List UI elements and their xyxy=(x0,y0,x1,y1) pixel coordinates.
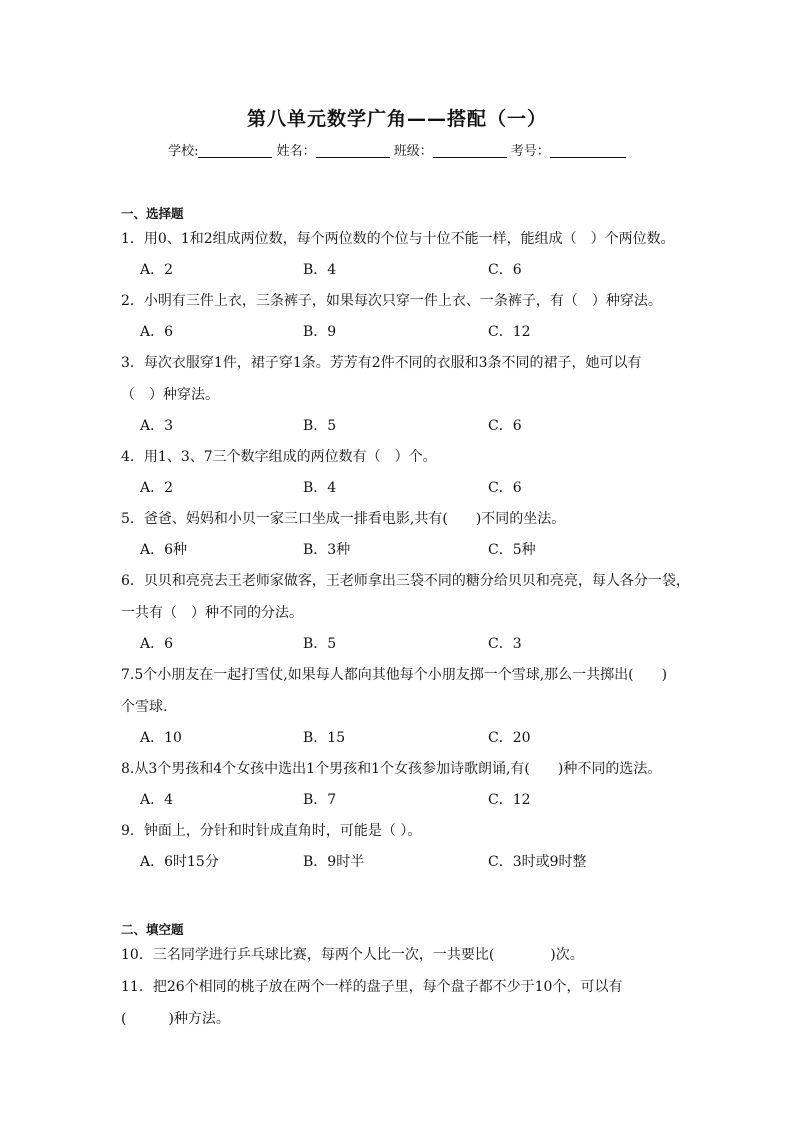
option-a[interactable]: A．2 xyxy=(140,480,174,496)
option-c[interactable]: C．12 xyxy=(488,792,531,808)
option-c[interactable]: C．6 xyxy=(488,480,522,496)
question-9: 9．钟面上，分针和时针成直角时，可能是（ ）。 xyxy=(121,823,422,839)
option-b[interactable]: B．4 xyxy=(303,480,337,496)
option-a[interactable]: A．10 xyxy=(140,730,182,746)
question-4: 4．用1、3、7三个数字组成的两位数有（ ）个。 xyxy=(121,449,437,465)
option-b[interactable]: B．3种 xyxy=(303,542,351,558)
question-3: 3．每次衣服穿1件，裙子穿1条。芳芳有2件不同的衣服和3条不同的裙子，她可以有 xyxy=(121,355,642,371)
question-5: 5．爸爸、妈妈和小贝一家三口坐成一排看电影,共有( )不同的坐法。 xyxy=(121,511,566,527)
question-11-line-2: ( )种方法。 xyxy=(121,1011,230,1027)
exam-number-label: 考号： xyxy=(510,144,550,159)
question-10: 10．三名同学进行乒乓球比赛，每两个人比一次，一共要比( )次。 xyxy=(121,947,584,963)
question-9-options xyxy=(140,851,660,871)
option-a[interactable]: A．4 xyxy=(140,792,174,808)
question-1: 1．用0、1和2组成两位数，每个两位数的个位与十位不能一样，能组成（ ）个两位数。 xyxy=(121,231,675,247)
exam-number-blank[interactable] xyxy=(550,143,626,158)
question-7: 7.5个小朋友在一起打雪仗,如果每人都向其他每个小朋友掷一个雪球,那么一共掷出( ) xyxy=(121,667,668,683)
question-6-line-2: 一共有（ ）种不同的分法。 xyxy=(121,605,303,621)
question-8-options xyxy=(140,789,660,809)
option-a[interactable]: A．3 xyxy=(140,418,174,434)
document-title: 第八单元数学广角——搭配（一） xyxy=(246,108,547,130)
question-7-options xyxy=(140,727,660,747)
option-b[interactable]: B．5 xyxy=(303,418,337,434)
question-6-options xyxy=(140,633,660,653)
option-b[interactable]: B．7 xyxy=(303,792,337,808)
question-8: 8.从3个男孩和4个女孩中选出1个男孩和1个女孩参加诗歌朗诵,有( )种不同的选法。 xyxy=(121,761,662,777)
class-blank[interactable] xyxy=(433,143,507,158)
section-heading-choice: 一、选择题 xyxy=(121,206,184,221)
option-a[interactable]: A．2 xyxy=(140,262,174,278)
option-a[interactable]: A．6 xyxy=(140,636,174,652)
option-c[interactable]: C．6 xyxy=(488,262,522,278)
question-4-options xyxy=(140,477,660,497)
option-c[interactable]: C．5种 xyxy=(488,542,536,558)
name-label: 姓名： xyxy=(276,144,316,159)
student-info-line xyxy=(0,140,794,159)
question-3-line-2: （ ）种穿法。 xyxy=(121,387,219,403)
option-a[interactable]: A．6种 xyxy=(140,542,188,558)
section-heading-fill-blank: 二、填空题 xyxy=(121,922,184,937)
name-blank[interactable] xyxy=(316,143,390,158)
school-label: 学校: xyxy=(168,144,199,159)
question-1-options xyxy=(140,259,660,279)
option-b[interactable]: B．9时半 xyxy=(303,854,365,870)
question-11: 11．把26个相同的桃子放在两个一样的盘子里，每个盘子都不少于10个，可以有 xyxy=(121,979,623,995)
option-c[interactable]: C．3 xyxy=(488,636,522,652)
option-b[interactable]: B．9 xyxy=(303,324,337,340)
class-label: 班级： xyxy=(393,144,433,159)
question-6: 6．贝贝和亮亮去王老师家做客，王老师拿出三袋不同的糖分给贝贝和亮亮，每人各分一袋， xyxy=(121,573,690,589)
option-c[interactable]: C．3时或9时整 xyxy=(488,854,587,870)
question-7-line-2: 个雪球. xyxy=(121,699,168,715)
question-2-options xyxy=(140,321,660,341)
option-c[interactable]: C．20 xyxy=(488,730,531,746)
question-3-options xyxy=(140,415,660,435)
school-blank[interactable] xyxy=(198,143,272,158)
option-c[interactable]: C．12 xyxy=(488,324,531,340)
option-b[interactable]: B．5 xyxy=(303,636,337,652)
option-a[interactable]: A．6 xyxy=(140,324,174,340)
option-c[interactable]: C．6 xyxy=(488,418,522,434)
option-b[interactable]: B．15 xyxy=(303,730,346,746)
option-a[interactable]: A．6时15分 xyxy=(140,854,219,870)
question-5-options xyxy=(140,539,660,559)
option-b[interactable]: B．4 xyxy=(303,262,337,278)
question-2: 2．小明有三件上衣，三条裤子，如果每次只穿一件上衣、一条裤子，有（ ）种穿法。 xyxy=(121,293,662,309)
